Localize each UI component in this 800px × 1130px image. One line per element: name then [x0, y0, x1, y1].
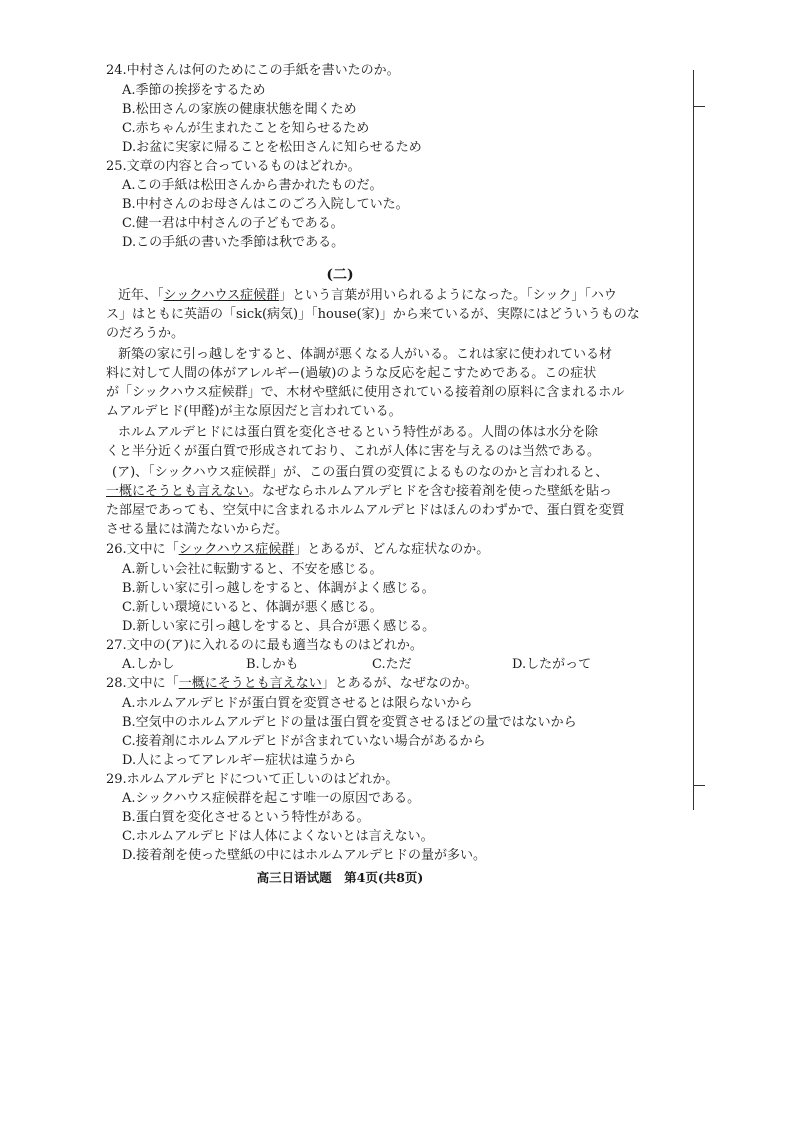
question-29-stem: 29.ホルムアルデヒドについて正しいのはどれか。: [106, 772, 399, 787]
question-29-option-c: C.ホルムアルデヒドは人体によくないとは言えない。: [122, 829, 434, 844]
passage-line: が「シックハウス症候群」で、木材や壁紙に使用されている接着剤の原料に含まれるホル: [106, 385, 625, 400]
passage-line: 近年、「シックハウス症候群」という言葉が用いられるようになった。「シック」「ハウ: [118, 288, 617, 303]
question-25-option-a: A.この手紙は松田さんから書かれたものだ。: [122, 178, 383, 193]
question-29-option-b: B.蛋白質を変化させるという特性がある。: [122, 810, 370, 825]
question-26-option-a: A.新しい会社に転勤すると、不安を感じる。: [122, 562, 383, 577]
question-27-option-b: B.しかも: [246, 657, 299, 672]
question-24-option-c: C.赤ちゃんが生まれたことを知らせるため: [122, 121, 370, 136]
binding-tick: [693, 785, 705, 786]
question-27-stem: 27.文中の(ア)に入れるのに最も適当なものはどれか。: [106, 638, 423, 653]
passage-line: (ア)、「シックハウス症候群」が、この蛋白質の変質によるものなのかと言われると、: [112, 465, 609, 480]
question-26-stem: 26.文中に「シックハウス症候群」とあるが、どんな症状なのか。: [106, 542, 490, 557]
question-25-option-c: C.健一君は中村さんの子どもである。: [122, 216, 344, 231]
question-24-option-d: D.お盆に実家に帰ることを松田さんに知らせるため: [122, 140, 422, 155]
passage-line: ホルムアルデヒドには蛋白質を変化させるという特性がある。人間の体は水分を除: [118, 425, 598, 440]
question-28-option-c: C.接着剤にホルムアルデヒドが含まれていない場合があるから: [122, 734, 486, 749]
section-title: (二): [326, 267, 354, 283]
question-29-option-a: A.シックハウス症候群を起こす唯一の原因である。: [122, 791, 421, 806]
question-28-option-a: A.ホルムアルデヒドが蛋白質を変質させるとは限らないから: [122, 696, 473, 711]
passage-line: のだろうか。: [106, 326, 185, 341]
question-24-stem: 24.中村さんは何のためにこの手紙を書いたのか。: [106, 63, 400, 78]
question-26-option-b: B.新しい家に引っ越しをすると、体調がよく感じる。: [122, 581, 435, 596]
underlined-phrase: 一概にそうとも言えない: [106, 484, 250, 499]
underlined-term: シックハウス症候群: [163, 288, 280, 303]
binding-line: [693, 70, 694, 810]
question-26-option-c: C.新しい環境にいると、体調が悪く感じる。: [122, 600, 383, 615]
question-25-option-d: D.この手紙の書いた季節は秋である。: [122, 235, 345, 250]
passage-line: 一概にそうとも言えない。なぜならホルムアルデヒドを含む接着剤を使った壁紙を貼っ: [106, 484, 612, 499]
question-28-stem: 28.文中に「一概にそうとも言えない」とあるが、なぜなのか。: [106, 676, 478, 691]
binding-tick: [693, 106, 705, 107]
passage-line: ス」はともに英語の「sick(病気)」「house(家)」から来ているが、実際にはどういうものな: [106, 307, 640, 322]
passage-line: 料に対して人間の体がアレルギー(過敏)のような反応を起こすためである。この症状: [106, 366, 597, 381]
question-28-option-b: B.空気中のホルムアルデヒドの量は蛋白質を変質させるほどの量ではないから: [122, 715, 577, 730]
question-28-option-d: D.人によってアレルギー症状は違うから: [122, 753, 357, 768]
question-27-option-c: C.ただ: [372, 657, 412, 672]
question-25-stem: 25.文章の内容と合っているものはどれか。: [106, 159, 361, 174]
passage-line: た部屋であっても、空気中に含まれるホルムアルデヒドはほんのわずかで、蛋白質を変質: [106, 503, 625, 518]
question-24-option-a: A.季節の挨拶をするため: [122, 83, 266, 98]
question-24-option-b: B.松田さんの家族の健康状態を聞くため: [122, 102, 357, 117]
passage-line: ムアルデヒド(甲醛)が主な原因だと言われている。: [106, 404, 402, 419]
question-27-option-d: D.したがって: [512, 657, 592, 672]
passage-line: くと半分近くが蛋白質で形成されており、これが人体に害を与えるのは当然である。: [106, 444, 601, 459]
page-footer: 高三日语试题 第4页(共8页): [256, 870, 424, 885]
question-29-option-d: D.接着剤を使った壁紙の中にはホルムアルデヒドの量が多い。: [122, 848, 487, 863]
question-27-option-a: A.しかし: [122, 657, 175, 672]
question-26-option-d: D.新しい家に引っ越しをすると、具合が悪く感じる。: [122, 619, 436, 634]
question-25-option-b: B.中村さんのお母さんはこのごろ入院していた。: [122, 197, 409, 212]
passage-line: させる量には満たないからだ。: [106, 522, 289, 537]
passage-line: 新築の家に引っ越しをすると、体調が悪くなる人がいる。これは家に使われている材: [118, 347, 613, 362]
